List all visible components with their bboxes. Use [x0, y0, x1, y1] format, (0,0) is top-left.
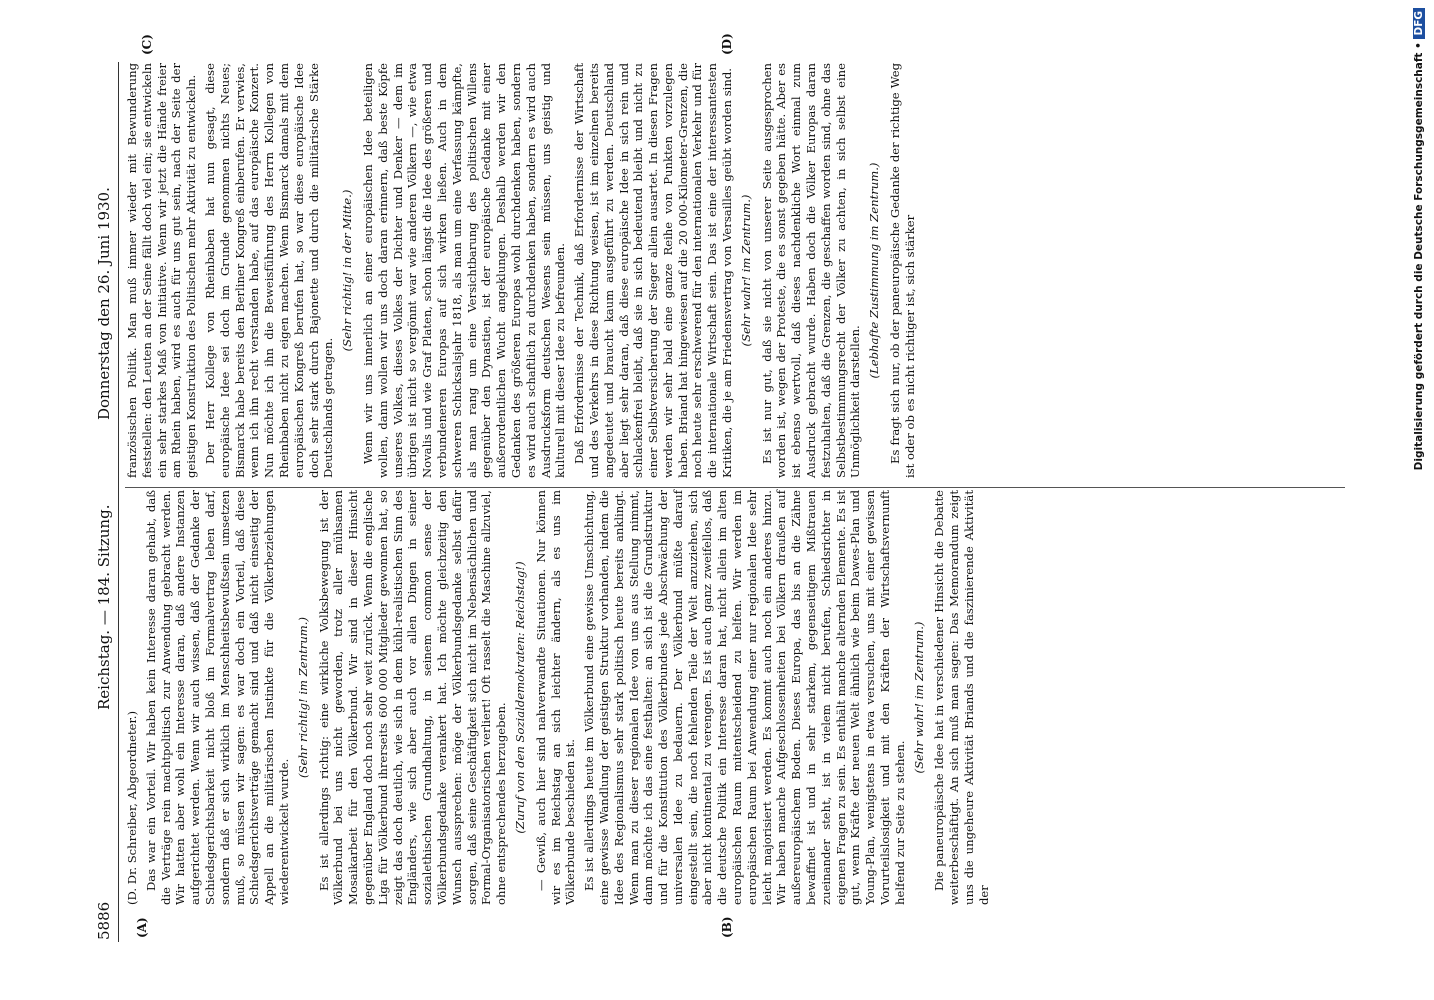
text-column-left: [125, 490, 996, 905]
margin-marker-d: (D): [720, 33, 734, 55]
paragraph: Daß Erfordernisse der Technik, daß Erfordernisse der Wirtschaft und des Verkehrs in diese Richtung weisen, ist im einzelnen bereits angedeutet und braucht kaum ausgeführt zu werden. Deutschland aber liegt sehr daran, daß diese europäische Idee in sich rein und schlackenfrei bleibt, daß sie in sich bedeutend bleibt und nicht zu einer Selbstversicherung der Sieger allein ausartet. In diesen Fragen werden wir sehr bald eine ganze Reihe von Punkten vorzulegen haben. Briand hat hingewiesen auf die 20 000-Kilometer-Grenzen, die noch heute sehr erschwerend für den internationalen Verkehr und für die internationale Wirtschaft sein. Das ist eine der interessantesten Kritiken, die je am Friedensvertrag von Versailles geübt worden sind.: [572, 63, 735, 478]
page-header: [95, 60, 119, 940]
paragraph: Wenn wir uns innerlich an einer europäischen Idee beteiligen wollen, dann wollen wir uns doch daran erinnern, daß beste Köpfe unseres Volkes, dieses Volkes der Dichter und Denker — dem im übrigen ist nicht so vergönnt war wie anderen Völkern —, wie etwa Novalis und wie Graf Platen, schon längst die Idee des größeren und verbundeneren Europas auf sich wirken ließen. Auch in dem schweren Schicksalsjahr 1818, als man um eine Verfassung kämpfte, als man rang um eine Versichtbarung des politischen Willens gegenüber den Dynastien, ist der europäische Gedanke mit einer außerordentlichen Wucht angeklungen. Deshalb werden wir den Gedanken des größeren Europas wohl durchdenken haben, sondern es wird auch schaftlich zu durchdenken haben, sondern es wird auch Ausdrucksform deutschen Wesens sein müssen, uns geistig und kulturell mit dieser Idee zu befreunden.: [360, 63, 568, 478]
text-column-right: [125, 63, 922, 478]
page-number: 5886: [95, 901, 113, 940]
header-rule: [118, 62, 119, 942]
margin-marker-c: (C): [140, 34, 154, 55]
paragraph: Es ist allerdings heute im Völkerbund eine gewisse Umschichtung, eine gewisse Wandlung der geistigen Struktur vorhanden, indem die Idee des Regionalismus sehr stark politisch heute bereits anklingt. Wenn man zu dieser regionalen Idee von uns aus Stellung nimmt, dann möchte ich das eine festhalten: an sich ist die Grundstruktur und für die Konstitution des Völkerbundes jede Abschwächung der universalen Idee zu bedauern. Der Völkerbund müßte darauf eingestellt sein, die noch fehlenden Teile der Welt anzuziehen, sich aber nicht kontinental zu verengen. Es ist auch ganz zweifellos, daß die deutsche Politik ein Interesse daran hat, nicht allein im alten europäischen Raum mitentscheidend zu helfen. Wir werden im europäischen Raum bei Anwendung einer nur regionalen Idee sehr leicht majorisiert werden. Es kommt auch noch ein anderes hinzu. Wir haben manche Aufgeschlossenheiten bei Völkern draußen auf außereuropäischem Boden. Dieses Europa, das bis an die Zähne bewaffnet ist und in sehr starkem, gegenseitigem Mißtrauen zueinander steht, ist in vielem nicht berufen, Schiedsrichter in eigenen Fragen zu sein. Es enthält manche alternden Elemente. Es ist gut, wenn Kräfte der neuen Welt ähnlich wie beim Dawes-Plan und Young-Plan, wenigstens in etwa versuchen, uns mit einer gewissen Vorurteilslosigkeit und mit den Kräften der Wirtschaftsvernunft helfend zur Seite zu stehen.: [582, 490, 907, 905]
dfg-logo: DFG: [1413, 8, 1425, 39]
speaker-line: (D. Dr. Schreiber, Abgeordneter.): [125, 711, 139, 905]
session-date: Donnerstag den 26. Juni 1930.: [95, 187, 113, 420]
paragraph: Es ist nur gut, daß sie nicht von unserer Seite ausgesprochen worden ist, wegen der Proteste, die es sonst gegeben hätte. Aber es ist ebenso wertvoll, daß dieses nachdenkliche Wort einmal zum Ausdruck gebracht wurde. Haben doch die Völker Europas daran festzuhalten, daß die Grenzen, die geschaffen worden sind, ohne das Selbstbestimmungsrecht der Völker zu achten, in sich selbst eine Unmöglichkeit darstellen.: [759, 63, 863, 478]
credit-text: Digitalisierung gefördert durch die Deutsche Forschungsgemeinschaft •: [1413, 42, 1425, 471]
interjection: (Sehr wahr! im Zentrum.): [738, 194, 753, 347]
interjection: (Sehr wahr! im Zentrum.): [911, 621, 926, 774]
interjection: (Sehr richtig! im Zentrum.): [295, 617, 310, 779]
paragraph: Der Herr Kollege von Rheinbaben hat nun gesagt, diese europäische Idee sei doch im Grunde genommen nichts Neues; Bismarck habe bereits den Berliner Kongreß einberufen. Er verwies, wenn ich ihn recht verstanden habe, auf das europäische Konzert. Nun möchte ich ihn die Beweisführung des Herrn Kollegen von Rheinbaben nicht zu eigen machen. Wenn Bismarck damals mit dem europäischen Kongreß berufen hat, so war diese europäische Idee doch sehr stark durch Bajonette und durch die militärische Stärke Deutschlands getragen.: [202, 63, 336, 478]
margin-marker-b: (B): [720, 916, 734, 938]
interjection: (Zuruf von den Sozialdemokraten: Reichstag!): [512, 561, 527, 834]
margin-marker-a: (A): [135, 917, 149, 938]
paragraph: Das war ein Vorteil. Wir haben kein Interesse daran gehabt, daß die Verträge rein machtpolitisch zur Anwendung gebracht werden. Wir hatten aber wohl ein Interesse daran, daß andere Instanzen aufgerichtet werden. Wenn wir auch wissen, daß der Gedanke der Schiedsgerichtsbarkeit nicht bloß im Formalvertrag leben darf, sondern daß er sich wirklich im Menschheitsbewußtsein umsetzen muß, so müssen wir sagen: es war doch ein Vorteil, daß diese Schiedsgerichtsverträge gemacht sind und daß nicht einseitig der Appell an die militärischen Instinkte für die Völkerbeziehungen wiederentwickelt wurde.: [143, 490, 291, 905]
interjection: (Sehr richtig! in der Mitte.): [340, 189, 355, 352]
paragraph: — Gewiß, auch hier sind nahverwandte Situationen. Nur können wir es im Reichstag an sich leichter ändern, als es uns im Völkerbunde beschieden ist.: [533, 490, 578, 905]
digitization-credit: [1410, 8, 1428, 988]
paragraph: Es ist allerdings richtig: eine wirkliche Volksbewegung ist der Völkerbund bei uns nicht geworden, trotz aller mühsamen Mosaikarbeit für den Völkerbund. Wir sind in dieser Hinsicht gegenüber England doch noch sehr weit zurück. Wenn die englische Liga für Völkerbund ihrerseits 600 000 Mitglieder gewonnen hat, so zeigt das doch deutlich, wie sich in dem kühl-realistischen Sinn des Engländers, wie sich aber auch vor allen Dingen in seiner sozialethischen Grundhaltung, in seinem common sense der Völkerbundsgedanke verankert hat. Ich möchte gleichzeitig den Wunsch aussprechen: möge der Völkerbundsgedanke selbst dafür sorgen, daß seine Geschäftigkeit sich nicht im Nebensächlichen und Formal-Organisatorischen verliert! Oft rasselt die Maschine allzuviel, ohne entsprechendes herzugeben.: [316, 490, 509, 905]
interjection: (Lebhafte Zustimmung im Zentrum.): [867, 162, 882, 379]
paragraph: Die paneuropäische Idee hat in verschiedener Hinsicht die Debatte weiterbeschäftigt. An sich muß man sagen: Das Memorandum zeigt uns die ungeheure Aktivität Briands und die faszinierende Aktivität der: [932, 490, 991, 905]
session-title: Reichstag. — 184. Sitzung.: [95, 504, 113, 710]
column-divider: [125, 487, 1345, 488]
paragraph: französischen Politik. Man muß immer wieder mit Bewunderung feststellen: den Leuten an der Seine fällt doch viel ein; sie entwickeln ein sehr starkes Maß von Initiative. Wenn wir jetzt die Hände freier am Rhein haben, wird es auch für uns gut sein, nach der Seite der geistigen Konstruktion des Politischen mehr Aktivität zu entwickeln.: [125, 63, 199, 478]
paragraph: Es fragt sich nur, ob der paneuropäische Gedanke der richtige Weg ist oder ob es nicht richtiger ist, sich stärker: [888, 63, 917, 478]
